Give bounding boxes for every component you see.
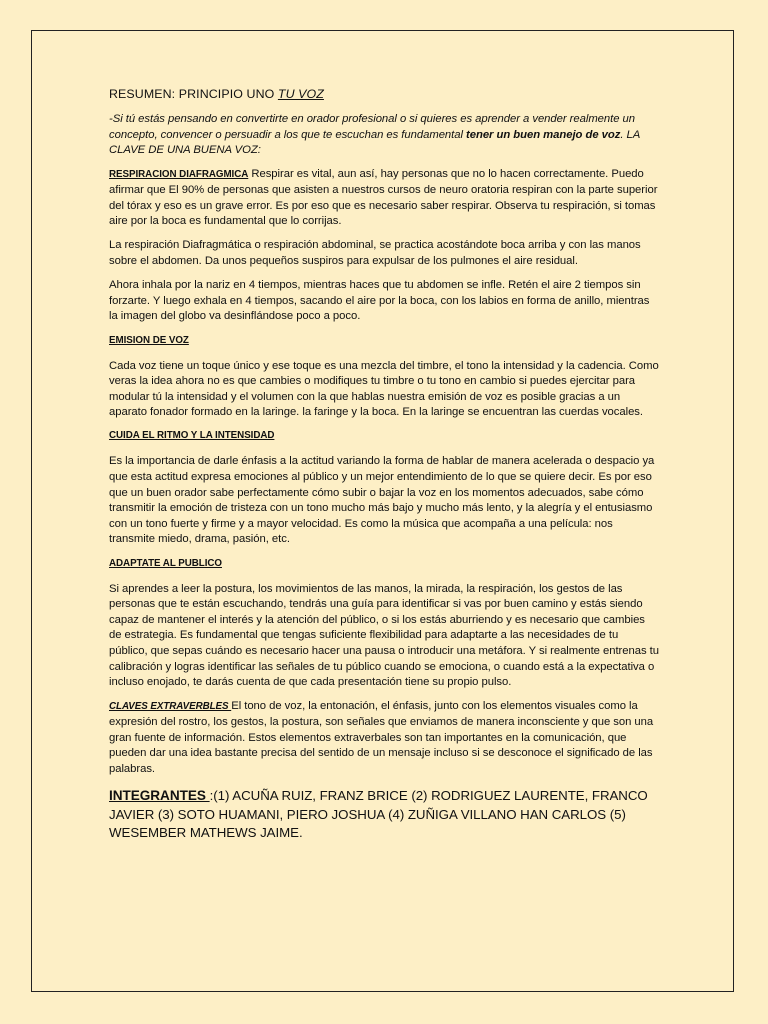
intro-paragraph (109, 112, 659, 159)
respiracion-p1 (109, 167, 659, 229)
emision-heading-block (109, 334, 659, 348)
emision-heading: EMISION DE VOZ (109, 334, 189, 346)
title-prefix: RESUMEN: PRINCIPIO UNO (109, 87, 278, 101)
document-body (109, 86, 659, 843)
respiracion-p2: La respiración Diafragmática o respiración abdominal, se practica acostándote boca arriba y con las manos sobre el abdomen. Da unos pequeños suspiros para expulsar de los pulmones el aire residual. (109, 239, 641, 267)
respiracion-p3: Ahora inhala por la nariz en 4 tiempos, mientras haces que tu abdomen se infle. Retén el aire 2 tiempos sin forzarte. Y luego exhala en 4 tiempos, sacando el aire por la boca, con los labios en forma de anillo, mientras la imagen del globo va desinflándose poco a poco. (109, 279, 650, 323)
claves-paragraph (109, 699, 659, 777)
adaptate-heading-block (109, 557, 659, 571)
respiracion-heading: RESPIRACION DIAFRAGMICA (109, 169, 249, 181)
integrantes-block (109, 787, 659, 842)
integrantes-label: INTEGRANTES (109, 788, 210, 804)
document-title (109, 86, 659, 102)
adaptate-heading: ADAPTATE AL PUBLICO (109, 557, 222, 569)
intro-text-a: -Si tú estás pensando en convertirte en orador profesional o si quieres es aprender a vender realmente un concepto, convencer o persuadir a los que te escuchan es fundamental (109, 113, 636, 141)
respiracion-text-1: Respirar es vital, aun así, hay personas que no lo hacen correctamente. Puedo afirmar que El 90% de personas que asisten a nuestros cursos de neuro oratoria respiran con la parte superior del tórax y eso es un grave error. Es por eso que es necesario saber respirar. Observa tu respiración, si tomas aire por la boca es fundamental que lo corrijas. (109, 168, 658, 228)
integrantes-list: :(1) ACUÑA RUIZ, FRANZ BRICE (2) RODRIGUEZ LAURENTE, FRANCO JAVIER (3) SOTO HUAMANI, PIERO JOSHUA (4) ZUÑIGA VILLANO HAN CARLOS (5) WESEMBER MATHEWS JAIME. (109, 788, 648, 841)
intro-text-b: . LA CLAVE DE UNA BUENA VOZ: (109, 128, 640, 157)
emision-p1: Cada voz tiene un toque único y ese toque es una mezcla del timbre, el tono la intensidad y la cadencia. Como veras la idea ahora no es que cambies o modifiques tu timbre o tu tono en cambio si puedes ejercitar para modular tú la intensidad y el volumen con la que hablas nuestra emisión de voz es posible gracias a un aparato fonador formado en la laringe. la faringe y la boca. En la laringe se encuentran las cuerdas vocales. (109, 359, 659, 419)
ritmo-p1: Es la importancia de darle énfasis a la actitud variando la forma de hablar de manera acelerada o despacio ya que esta actitud expresa emociones al público y un mejor entendimiento de lo que se quiere decir. Es por eso que un buen orador sabe perfectamente cómo subir o bajar la voz en los momentos adecuados, sabe cómo transmitir la emoción de tristeza con un tono mucho más bajo y mucho más lento, y la alegría y el entusiasmo con un tono fuerte y firme y a mayor velocidad. Es como la música que acompaña a una película: nos transmite miedo, drama, pasión, etc. (109, 455, 655, 546)
ritmo-heading-block (109, 429, 659, 443)
intro-bold: tener un buen manejo de voz (466, 128, 621, 141)
claves-text: El tono de voz, la entonación, el énfasis, junto con los elementos visuales como la expresión del rostro, los gestos, la postura, son señales que enviamos de manera inconsciente y que son una gran fuente de información. Estos elementos extraverbales son tan importantes en la comunicación, que pueden dar una idea bastante precisa del sentido de un mensaje incluso si se desconoce el significado de las palabras. (109, 700, 654, 775)
ritmo-heading: CUIDA EL RITMO Y LA INTENSIDAD (109, 430, 275, 442)
title-emphasis: TU VOZ (277, 87, 324, 101)
claves-heading: CLAVES EXTRAVERBLES (109, 701, 232, 713)
adaptate-p1: Si aprendes a leer la postura, los movimientos de las manos, la mirada, la respiración, los gestos de las personas que te están escuchando, tendrás una guía para identificar si vas por buen camino y estás siendo capaz de mantener el interés y la atención del público, o si los estás aburriendo y es necesario que cambies de estrategia. Es fundamental que tengas suficiente flexibilidad para adaptarte a las necesidades de tu público, que sepas cuándo es necesario hacer una pausa o introducir una metáfora. Y si realmente entrenas tu calibración y logras identificar las señales de tu público cuando se emociona, o cuando está a la expectativa o incluso enojado, te darás cuenta de que cada presentación tiene su propio pulso. (109, 582, 659, 689)
